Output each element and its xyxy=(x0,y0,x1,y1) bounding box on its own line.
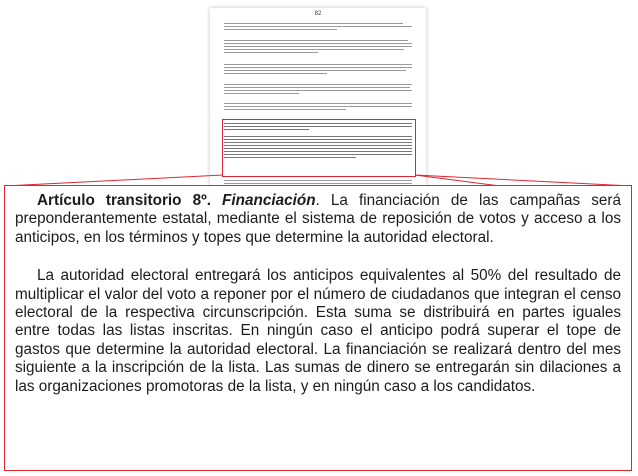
thumb-paragraph xyxy=(224,40,412,55)
thumb-paragraph xyxy=(224,103,412,112)
zoomed-text-callout xyxy=(4,185,632,471)
highlight-box xyxy=(222,119,416,177)
page-number: 82 xyxy=(314,11,322,17)
article-heading: Artículo transitorio 8º. xyxy=(37,192,211,209)
thumb-paragraph xyxy=(224,64,412,76)
paragraph-1-text: . La financiación de las campañas será preponderantemente estatal, mediante el sistema de reposición de votos y acceso a los anticipos, en los términos y topes que determine la autoridad electoral. xyxy=(15,192,622,246)
article-title: Financiación xyxy=(222,192,316,209)
article-paragraph-2: La autoridad electoral entregará los anticipos equivalentes al 50% del resultado de multiplicar el valor del voto a reponer por el número de ciudadanos que integran el censo electoral de la respectiva circunscripción. Esta suma se distribuirá en partes iguales entre todas las listas inscritas. En ningún caso el anticipo podrá superar el tope de gastos que determine la autoridad electoral. La financiación se realizará dentro del mes siguiente a la inscripción de la lista. Las sumas de dinero se entregarán sin dilaciones a las organizaciones promotoras de la lista, y en ningún caso a los candidatos. xyxy=(15,267,621,395)
thumb-paragraph xyxy=(224,84,412,96)
article-paragraph-1 xyxy=(15,192,621,247)
thumb-paragraph xyxy=(224,23,412,32)
